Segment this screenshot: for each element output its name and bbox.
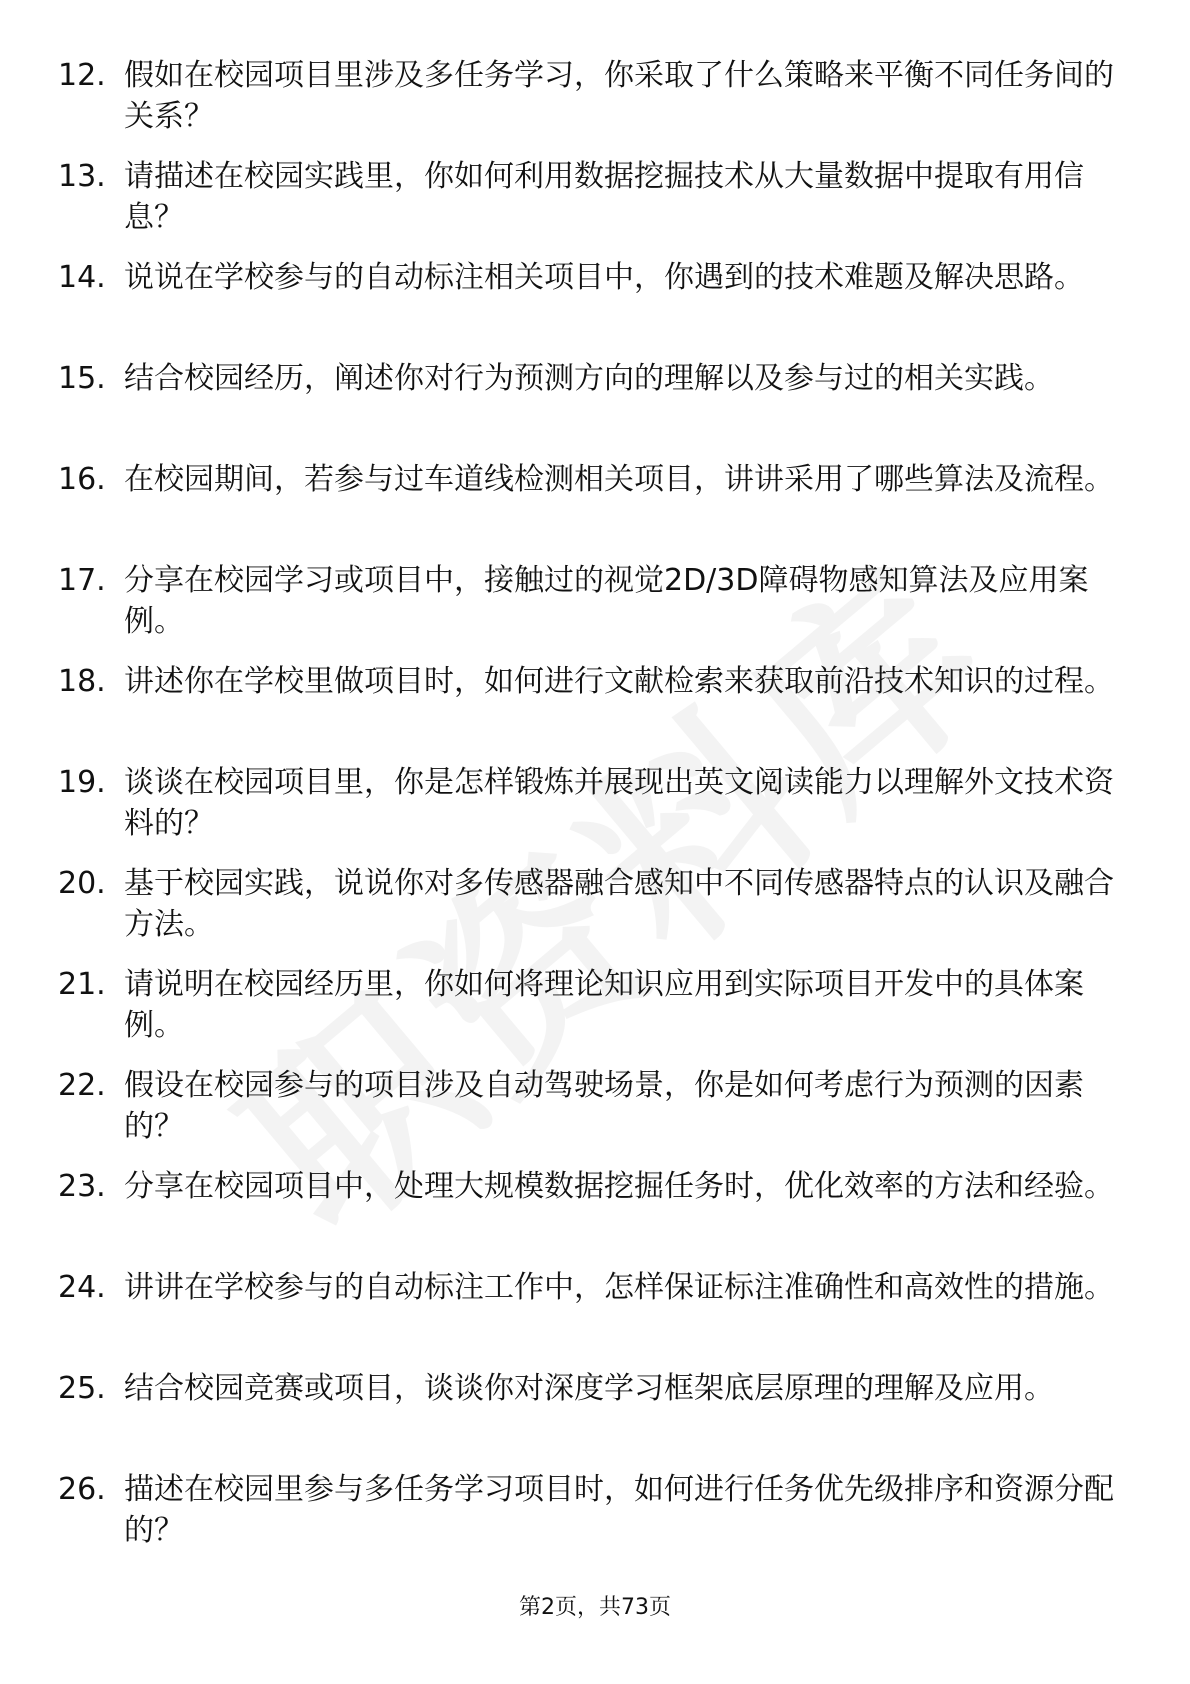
question-text: 说说在学校参与的自动标注相关项目中，你遇到的技术难题及解决思路。	[124, 260, 1084, 295]
page-number-label: 第2页，共73页	[519, 1595, 671, 1620]
question-number: 23.	[58, 1169, 106, 1204]
list-item	[58, 1065, 1128, 1166]
question-text: 分享在校园项目中，处理大规模数据挖掘任务时，优化效率的方法和经验。	[124, 1169, 1114, 1204]
list-item	[58, 1267, 1128, 1368]
question-number: 20.	[58, 866, 106, 901]
question-text: 在校园期间，若参与过车道线检测相关项目，讲讲采用了哪些算法及流程。	[124, 462, 1114, 497]
question-text: 结合校园竞赛或项目，谈谈你对深度学习框架底层原理的理解及应用。	[124, 1371, 1054, 1406]
list-item	[58, 55, 1128, 156]
question-text: 分享在校园学习或项目中，接触过的视觉2D/3D障碍物感知算法及应用案例。	[124, 563, 1089, 639]
question-text: 讲讲在学校参与的自动标注工作中，怎样保证标注准确性和高效性的措施。	[124, 1270, 1114, 1305]
question-text: 请描述在校园实践里，你如何利用数据挖掘技术从大量数据中提取有用信息？	[124, 159, 1084, 235]
list-item	[58, 1469, 1128, 1570]
list-item	[58, 762, 1128, 863]
question-text: 讲述你在学校里做项目时，如何进行文献检索来获取前沿技术知识的过程。	[124, 664, 1114, 699]
question-number: 25.	[58, 1371, 106, 1406]
list-item	[58, 358, 1128, 459]
list-item	[58, 661, 1128, 762]
list-item	[58, 560, 1128, 661]
page-footer	[0, 1590, 1190, 1621]
question-number: 17.	[58, 563, 106, 598]
question-number: 24.	[58, 1270, 106, 1305]
question-text: 假设在校园参与的项目涉及自动驾驶场景，你是如何考虑行为预测的因素的？	[124, 1068, 1084, 1144]
list-item	[58, 257, 1128, 358]
question-number: 22.	[58, 1068, 106, 1103]
question-number: 18.	[58, 664, 106, 699]
question-number: 15.	[58, 361, 106, 396]
question-text: 结合校园经历，阐述你对行为预测方向的理解以及参与过的相关实践。	[124, 361, 1054, 396]
question-number: 16.	[58, 462, 106, 497]
question-number: 13.	[58, 159, 106, 194]
question-number: 14.	[58, 260, 106, 295]
list-item	[58, 964, 1128, 1065]
question-text: 假如在校园项目里涉及多任务学习，你采取了什么策略来平衡不同任务间的关系？	[124, 58, 1114, 134]
question-number: 26.	[58, 1472, 106, 1507]
list-item	[58, 863, 1128, 964]
list-item	[58, 1166, 1128, 1267]
question-number: 19.	[58, 765, 106, 800]
list-item	[58, 156, 1128, 257]
question-text: 基于校园实践，说说你对多传感器融合感知中不同传感器特点的认识及融合方法。	[124, 866, 1114, 942]
question-list	[58, 55, 1128, 1570]
question-number: 21.	[58, 967, 106, 1002]
question-text: 谈谈在校园项目里，你是怎样锻炼并展现出英文阅读能力以理解外文技术资料的？	[124, 765, 1114, 841]
question-number: 12.	[58, 58, 106, 93]
question-text: 描述在校园里参与多任务学习项目时，如何进行任务优先级排序和资源分配的？	[124, 1472, 1114, 1548]
list-item	[58, 459, 1128, 560]
question-text: 请说明在校园经历里，你如何将理论知识应用到实际项目开发中的具体案例。	[124, 967, 1084, 1043]
list-item	[58, 1368, 1128, 1469]
